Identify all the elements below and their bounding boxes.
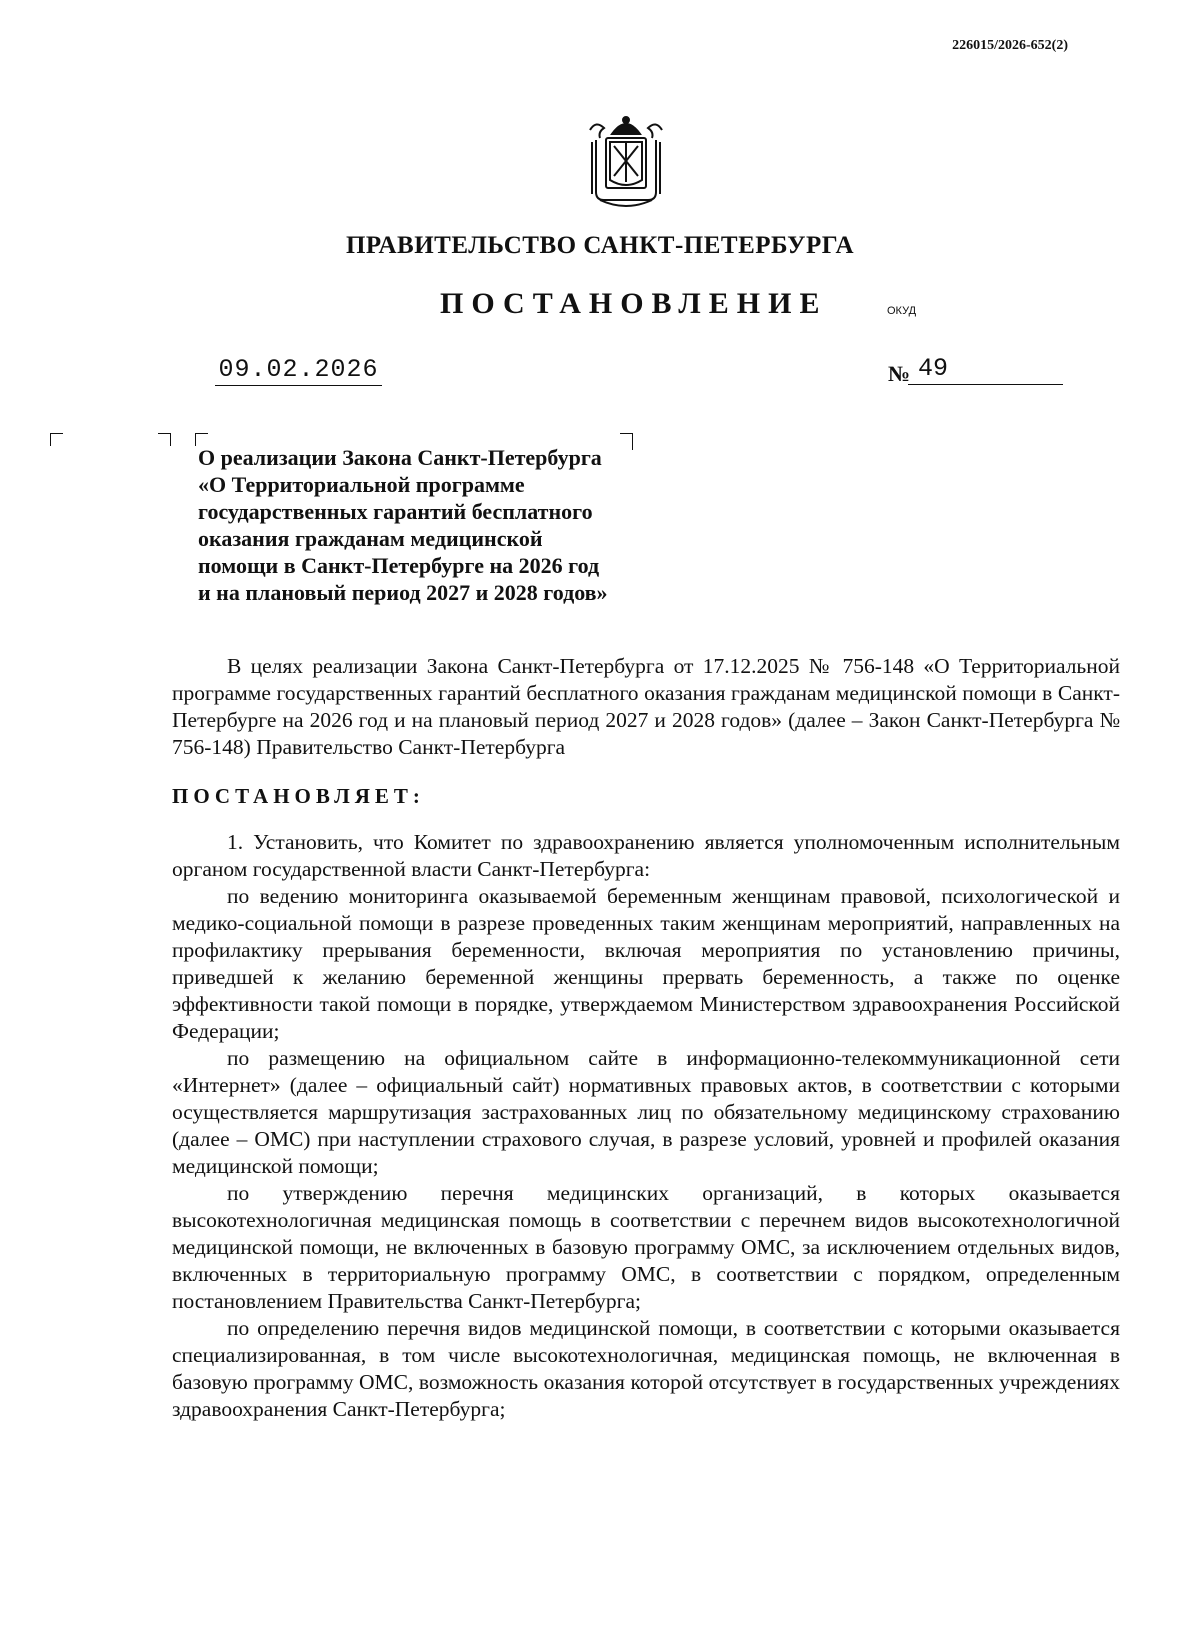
preamble: В целях реализации Закона Санкт-Петербурга от 17.12.2025 № 756-148 «О Территориальной программе государственных гарантий бесплатного оказания гражданам медицинской помощи в Санкт-Петербурге на 2026 год и на плановый период 2027 и 2028 годов» (далее – Закон Санкт-Петербурга № 756-148) Правительство Санкт-Петербурга	[172, 654, 1120, 759]
resolves-heading: ПОСТАНОВЛЯЕТ:	[172, 784, 425, 808]
resolution-title	[198, 444, 608, 606]
document-body	[172, 653, 1120, 1423]
document-type: ПОСТАНОВЛЕНИЕ	[440, 287, 828, 320]
title-line: помощи в Санкт-Петербурге на 2026 год	[198, 553, 600, 578]
title-line: и на плановый период 2027 и 2028 годов»	[198, 580, 608, 605]
paragraph: 1. Установить, что Комитет по здравоохранению является уполномоченным исполнительным органом государственной власти Санкт-Петербурга:	[172, 830, 1120, 881]
document-date: 09.02.2026	[215, 355, 382, 386]
title-line: оказания гражданам медицинской	[198, 526, 543, 551]
coat-of-arms-icon	[582, 112, 670, 212]
title-line: «О Территориальной программе	[198, 472, 525, 497]
corner-mark-title-right	[620, 433, 633, 450]
corner-mark-left	[50, 433, 63, 446]
okud-label: ОКУД	[887, 305, 917, 317]
issuing-authority: ПРАВИТЕЛЬСТВО САНКТ-ПЕТЕРБУРГА	[345, 232, 855, 259]
title-line: О реализации Закона Санкт-Петербурга	[198, 445, 602, 470]
number-label: №	[888, 361, 911, 386]
document-number: 49	[908, 354, 1063, 385]
title-line: государственных гарантий бесплатного	[198, 499, 593, 524]
paragraph: по ведению мониторинга оказываемой беременным женщинам правовой, психологической и медико-социальной помощи в разрезе проведенных таким женщинам мероприятий, направленных на профилактику прерывания беременности, включая мероприятия по установлению причины, приведшей к желанию беременной женщины прервать беременность, а также по оценке эффективности такой помощи в порядке, утверждаемом Министерством здравоохранения Российской Федерации;	[172, 884, 1120, 1043]
paragraph: по определению перечня видов медицинской помощи, в соответствии с которыми оказывается специализированная, в том числе высокотехнологичная, медицинская помощь, не включенная в базовую программу ОМС, возможность оказания которой отсутствует в государственных учреждениях здравоохранения Санкт-Петербурга;	[172, 1316, 1120, 1421]
document-registration-number: 226015/2026-652(2)	[952, 38, 1068, 53]
corner-mark-title-left	[158, 433, 171, 446]
paragraph: по утверждению перечня медицинских организаций, в которых оказывается высокотехнологичная медицинская помощь в соответствии с перечнем видов высокотехнологичной медицинской помощи, не включенных в базовую программу ОМС, за исключением отдельных видов, включенных в территориальную программу ОМС, в соответствии с порядком, определенным постановлением Правительства Санкт-Петербурга;	[172, 1181, 1120, 1313]
paragraph: по размещению на официальном сайте в информационно-телекоммуникационной сети «Интернет» (далее – официальный сайт) нормативных правовых актов, в соответствии с которыми осуществляется маршрутизация застрахованных лиц по обязательному медицинскому страхованию (далее – ОМС) при наступлении страхового случая, в разрезе условий, уровней и профилей оказания медицинской помощи;	[172, 1046, 1120, 1178]
